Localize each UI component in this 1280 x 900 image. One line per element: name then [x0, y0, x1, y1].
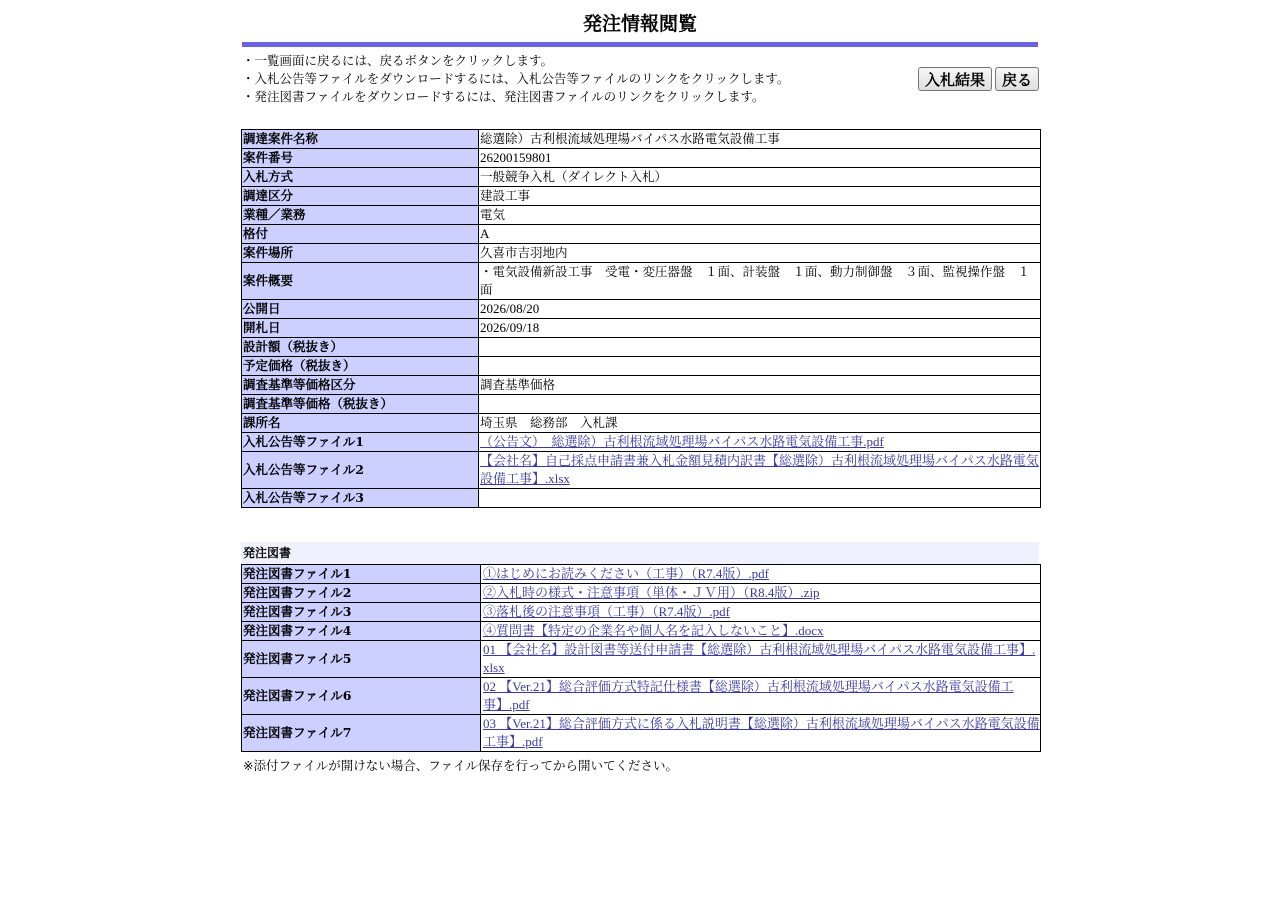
docs-section-title: 発注図書 [241, 542, 1039, 564]
doc-file-cell [481, 565, 1041, 584]
doc-file-link[interactable]: 01 【会社名】設計図書等送付申請書【総選除）古利根流域処理場バイパス水路電気設備工事】.xlsx [483, 642, 1036, 675]
info-row [242, 263, 1041, 300]
doc-file-link[interactable]: ①はじめにお読みください（工事）（R7.4版）.pdf [483, 566, 770, 581]
doc-label: 発注図書ファイル3 [242, 603, 481, 622]
info-row [242, 395, 1041, 414]
section-gap [241, 508, 1039, 542]
doc-label: 発注図書ファイル7 [242, 715, 481, 752]
info-value [479, 338, 1041, 357]
doc-row [242, 641, 1041, 678]
info-label: 公開日 [242, 300, 479, 319]
info-label: 予定価格（税抜き） [242, 357, 479, 376]
notice-file-link[interactable]: （公告文） 総選除）古利根流域処理場バイパス水路電気設備工事.pdf [480, 434, 884, 449]
page-title: 発注情報閲覧 [582, 13, 697, 35]
info-file-cell [479, 452, 1041, 489]
info-row [242, 168, 1041, 187]
info-row [242, 244, 1041, 263]
info-row [242, 225, 1041, 244]
info-label: 調査基準等価格区分 [242, 376, 479, 395]
info-label: 課所名 [242, 414, 479, 433]
procurement-info-table [241, 129, 1041, 508]
doc-label: 発注図書ファイル6 [242, 678, 481, 715]
doc-file-link[interactable]: ②入札時の様式・注意事項（単体・ＪＶ用）（R8.4版）.zip [483, 585, 820, 600]
info-value: 久喜市吉羽地内 [479, 244, 1041, 263]
info-value: 2026/08/20 [479, 300, 1041, 319]
info-row [242, 149, 1041, 168]
info-file-cell [479, 489, 1041, 508]
info-label: 業種／業務 [242, 206, 479, 225]
info-row [242, 357, 1041, 376]
doc-row [242, 622, 1041, 641]
doc-label: 発注図書ファイル2 [242, 584, 481, 603]
doc-file-cell [481, 641, 1041, 678]
footnote: ※添付ファイルが開けない場合、ファイル保存を行ってから開いてください。 [243, 758, 678, 773]
notice-file-link[interactable]: 【会社名】自己採点申請書兼入札金額見積内訳書【総選除）古利根流域処理場バイパス水路電気設備工事】.xlsx [480, 453, 1039, 486]
doc-row [242, 603, 1041, 622]
info-row [242, 206, 1041, 225]
doc-row [242, 584, 1041, 603]
info-label: 案件番号 [242, 149, 479, 168]
info-row [242, 130, 1041, 149]
info-label: 調達区分 [242, 187, 479, 206]
info-label: 調査基準等価格（税抜き） [242, 395, 479, 414]
info-value: 電気 [479, 206, 1041, 225]
info-label: 入札公告等ファイル3 [242, 489, 479, 508]
info-label: 案件場所 [242, 244, 479, 263]
info-value: 埼玉県 総務部 入札課 [479, 414, 1041, 433]
info-row [242, 300, 1041, 319]
doc-row [242, 715, 1041, 752]
info-row [242, 414, 1041, 433]
doc-file-link[interactable]: ③落札後の注意事項（工事）（R7.4版）.pdf [483, 604, 731, 619]
info-row [242, 376, 1041, 395]
info-value [479, 395, 1041, 414]
info-row [242, 338, 1041, 357]
info-file-cell [479, 433, 1041, 452]
info-row [242, 489, 1041, 508]
instruction-item: ・発注図書ファイルをダウンロードするには、発注図書ファイルのリンクをクリックします。 [242, 89, 765, 104]
info-label: 設計額（税抜き） [242, 338, 479, 357]
info-label: 案件概要 [242, 263, 479, 300]
doc-file-link[interactable]: 03 【Ver.21】総合評価方式に係る入札説明書【総選除）古利根流域処理場バイパス水路電気設備工事】.pdf [483, 716, 1040, 749]
doc-file-cell [481, 622, 1041, 641]
doc-label: 発注図書ファイル1 [242, 565, 481, 584]
info-value: A [479, 225, 1041, 244]
info-row [242, 433, 1041, 452]
doc-label: 発注図書ファイル5 [242, 641, 481, 678]
action-buttons [918, 67, 1039, 91]
info-row [242, 319, 1041, 338]
info-row [242, 187, 1041, 206]
doc-file-cell [481, 603, 1041, 622]
info-value: 建設工事 [479, 187, 1041, 206]
bid-results-button[interactable]: 入札結果 [918, 67, 992, 91]
instructions-area [241, 47, 1039, 129]
info-label: 入札公告等ファイル2 [242, 452, 479, 489]
doc-row [242, 678, 1041, 715]
info-value: 2026/09/18 [479, 319, 1041, 338]
info-value: 26200159801 [479, 149, 1041, 168]
info-label: 入札方式 [242, 168, 479, 187]
back-button[interactable]: 戻る [995, 67, 1039, 91]
doc-file-cell [481, 715, 1041, 752]
doc-file-cell [481, 584, 1041, 603]
info-value: 総選除）古利根流域処理場バイパス水路電気設備工事 [479, 130, 1041, 149]
doc-label: 発注図書ファイル4 [242, 622, 481, 641]
doc-file-link[interactable]: ④質問書【特定の企業名や個人名を記入しないこと】.docx [483, 623, 824, 638]
info-label: 調達案件名称 [242, 130, 479, 149]
info-label: 入札公告等ファイル1 [242, 433, 479, 452]
info-label: 格付 [242, 225, 479, 244]
info-value: ・電気設備新設工事 受電・変圧器盤 １面、計装盤 １面、動力制御盤 ３面、監視操作盤 １面 [479, 263, 1041, 300]
info-label: 開札日 [242, 319, 479, 338]
instruction-item: ・一覧画面に戻るには、戻るボタンをクリックします。 [242, 53, 554, 68]
docs-table [241, 564, 1041, 752]
info-value: 一般競争入札（ダイレクト入札） [479, 168, 1041, 187]
instruction-item: ・入札公告等ファイルをダウンロードするには、入札公告等ファイルのリンクをクリックします。 [242, 71, 790, 86]
doc-file-link[interactable]: 02 【Ver.21】総合評価方式特記仕様書【総選除）古利根流域処理場バイパス水路電気設備工事】.pdf [483, 679, 1014, 712]
info-value: 調査基準価格 [479, 376, 1041, 395]
doc-file-cell [481, 678, 1041, 715]
page-container [241, 0, 1039, 774]
info-value [479, 357, 1041, 376]
info-row [242, 452, 1041, 489]
doc-row [242, 565, 1041, 584]
